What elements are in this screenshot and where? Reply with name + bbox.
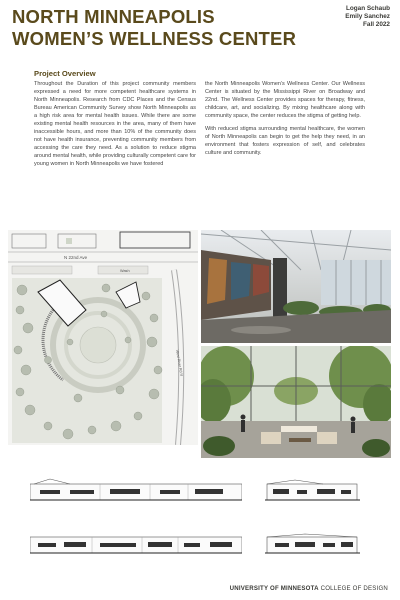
overview-heading: Project Overview (34, 69, 96, 78)
interior-render-mural (201, 230, 391, 343)
elevation-drawing (30, 531, 242, 555)
page-title (12, 6, 342, 50)
footer-credit (230, 585, 388, 592)
street-label: West River Rd N (175, 349, 184, 377)
college-name: COLLEGE OF DESIGN (318, 585, 388, 592)
site-plan-drawing (8, 230, 198, 445)
overview-paragraph: With reduced stigma surrounding mental healthcare, the women of North Minneapolis can begin to get the help they need, in an environment that fosters expression of self, and celebrates culture and community. (205, 126, 365, 157)
university-name: UNIVERSITY OF MINNESOTA (229, 585, 319, 592)
author-name: Logan Schaub (345, 5, 390, 12)
overview-paragraph: Throughout the Duration of this project community members expressed a need for more competent healthcare systems in North Minneapolis. Research from CDC Places and the Census Bureau American Community Survey show North Minneapolis as a high risk area for mental health issues. While there are some existing mental health resources in the area, many of them have inaccessible hours, and more than 10% of the community does not have health insurance, preventing community members from accessing the care they need. As a solution to reduce stigma around mental health, while providing culturally competent care for young women in North Minneapolis we have fostered (34, 81, 196, 168)
street-label: N 22nd Ave (64, 255, 88, 260)
overview-paragraph: the North Minneapolis Women’s Wellness Center. Our Wellness Center is situated by the Mississippi River on Broadway and 22nd. The Wellness Center provides spaces for therapy, fitness, childcare, art, and socializing. By mixing healthcare along with community space, the center reduces the stigma of getting help. (205, 81, 365, 120)
elevation-drawing (265, 478, 360, 502)
elevation-drawing (265, 531, 360, 555)
title-line-1: NORTH MINNEAPOLIS (12, 6, 215, 27)
overview-column-left (34, 80, 196, 169)
title-line-2: WOMEN’S WELLNESS CENTER (12, 28, 297, 49)
term-label: Fall 2022 (362, 21, 390, 28)
street-label: Wash (120, 269, 130, 273)
overview-column-right (205, 80, 365, 162)
author-name: Emily Sanchez (345, 13, 390, 20)
interior-render-lounge (201, 346, 391, 458)
elevation-drawing (30, 478, 242, 502)
authors-block (345, 5, 390, 29)
